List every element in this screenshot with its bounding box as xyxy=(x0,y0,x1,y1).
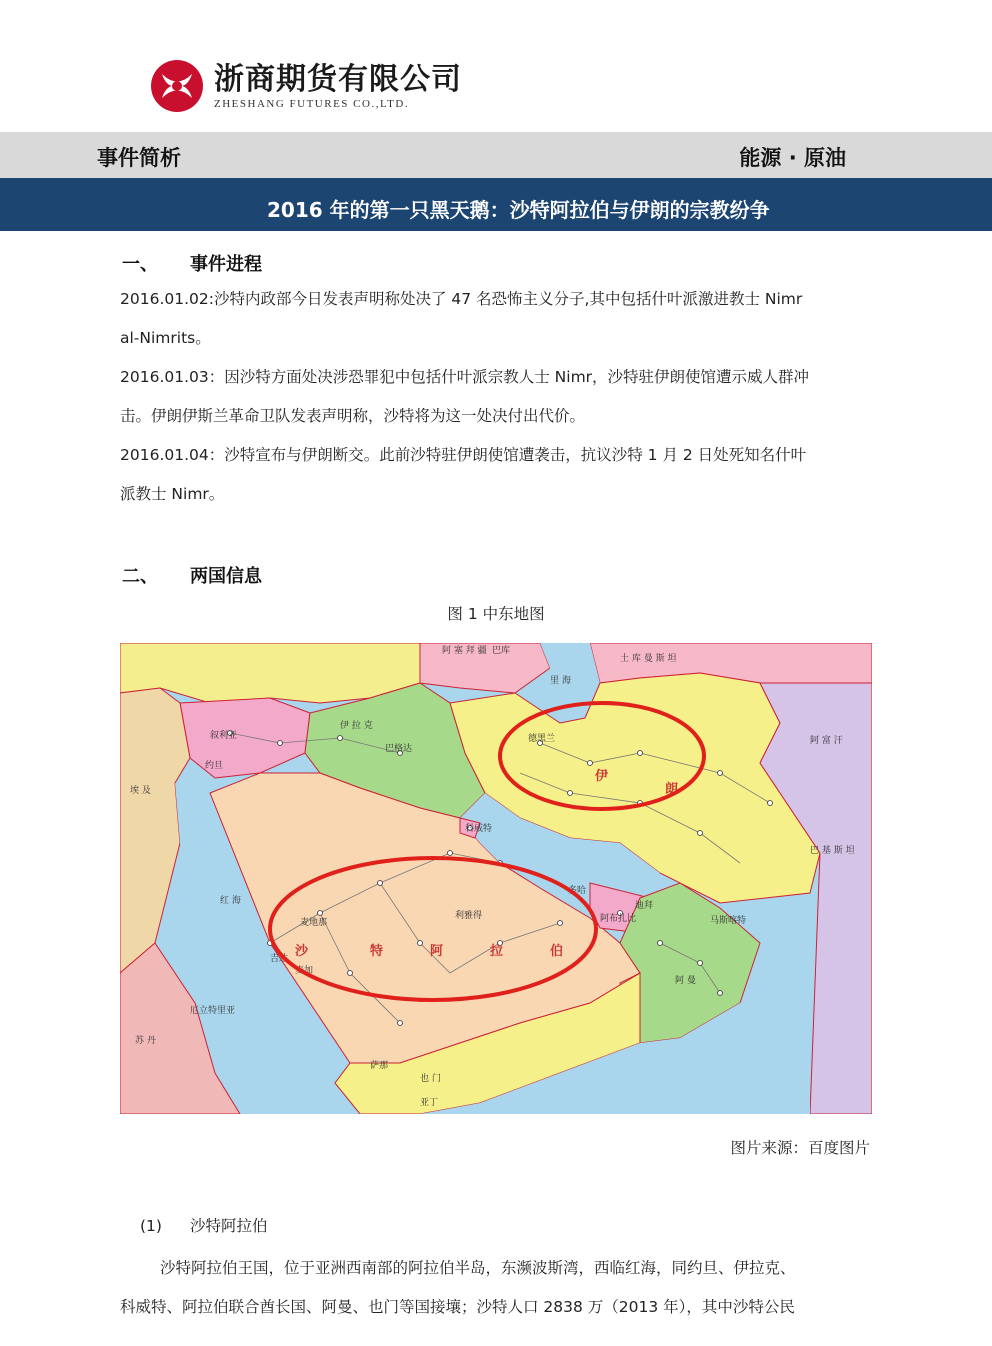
map-label-pakistan: 巴 基 斯 坦 xyxy=(810,846,855,856)
event-timeline xyxy=(120,280,872,514)
map-label-saudi-5: 伯 xyxy=(550,944,564,959)
paragraph-line: 2016.01.03：因沙特方面处决涉恐罪犯中包括什叶派宗教人士 Nimr，沙特驻伊朗使馆遭示威人群冲 xyxy=(120,368,810,386)
map-label-egypt: 埃 及 xyxy=(130,786,151,796)
subsection-title: 沙特阿拉伯 xyxy=(190,1217,268,1235)
map-label-kuwait: 科威特 xyxy=(465,824,493,834)
paragraph-line: 击。伊朗伊斯兰革命卫队发表声明称，沙特将为这一处决付出代价。 xyxy=(120,407,586,425)
title-bar xyxy=(0,178,992,231)
map-label-iran-1: 伊 xyxy=(595,769,609,784)
report-type: 事件简析 xyxy=(97,146,181,170)
map-label-red-sea: 红 海 xyxy=(220,896,241,906)
company-name-en: ZHESHANG FUTURES CO.,LTD. xyxy=(214,97,410,110)
map-label-muscat: 马斯喀特 xyxy=(710,916,747,926)
zheshang-logo-icon xyxy=(150,59,204,113)
figure-source: 图片来源：百度图片 xyxy=(730,1139,870,1157)
figure-caption: 图 1 中东地图 xyxy=(447,605,545,623)
section-heading-1 xyxy=(122,250,262,276)
map-label-yemen: 也 门 xyxy=(420,1074,441,1084)
section-title: 两国信息 xyxy=(190,566,262,587)
map-label-saudi-2: 特 xyxy=(370,944,384,959)
map-label-turkmenistan: 土 库 曼 斯 坦 xyxy=(620,654,677,664)
section-title: 事件进程 xyxy=(190,254,262,275)
map-label-aden: 亚丁 xyxy=(420,1098,439,1108)
report-title: 2016 年的第一只黑天鹅：沙特阿拉伯与伊朗的宗教纷争 xyxy=(267,198,770,222)
map-label-afghanistan: 阿 富 汗 xyxy=(810,736,843,746)
map-label-baghdad: 巴格达 xyxy=(385,744,413,754)
paragraph-line: 派教士 Nimr。 xyxy=(120,485,225,503)
map-label-caspian: 里 海 xyxy=(550,676,571,686)
company-name-cn: 浙商期货有限公司 xyxy=(214,61,462,97)
map-label-eritrea: 厄立特里亚 xyxy=(190,1006,236,1016)
subsection-number: (1) xyxy=(140,1217,162,1235)
map-label-tehran: 德黑兰 xyxy=(528,734,556,744)
map-label-saudi-1: 沙 xyxy=(295,944,309,959)
section-heading-2 xyxy=(122,562,262,588)
paragraph-line: 沙特阿拉伯王国，位于亚洲西南部的阿拉伯半岛，东濒波斯湾，西临红海，同约旦、伊拉克、 xyxy=(160,1259,796,1277)
section-number: 二、 xyxy=(122,566,158,587)
map-label-sanaa: 萨那 xyxy=(370,1061,389,1071)
map-label-jordan: 约旦 xyxy=(205,761,224,771)
map-label-iraq: 伊 拉 克 xyxy=(340,721,373,731)
saudi-description xyxy=(120,1249,872,1327)
map-label-azerbaijan: 阿 塞 拜 疆 xyxy=(442,646,487,656)
paragraph-line: 科威特、阿拉伯联合酋长国、阿曼、也门等国接壤；沙特人口 2838 万（2013 年），其中沙特公民 xyxy=(120,1298,795,1316)
paragraph-line: al-Nimrits。 xyxy=(120,329,211,347)
map-label-sudan: 苏 丹 xyxy=(135,1036,156,1046)
map-label-riyadh: 利雅得 xyxy=(455,911,483,921)
map-label-saudi-4: 拉 xyxy=(490,944,504,959)
map-svg xyxy=(120,643,872,1114)
category-band xyxy=(0,132,992,178)
map-label-abu-dhabi: 阿布扎比 xyxy=(600,914,637,924)
map-label-medina: 麦地那 xyxy=(300,918,328,928)
map-label-mecca: 麦加 xyxy=(295,966,314,976)
map-label-syria: 叙利亚 xyxy=(210,731,238,741)
map-label-dubai: 迪拜 xyxy=(635,901,654,911)
map-label-saudi-3: 阿 xyxy=(430,944,444,959)
paragraph-line: 2016.01.02:沙特内政部今日发表声明称处决了 47 名恐怖主义分子,其中包括什叶派激进教士 Nimr xyxy=(120,290,803,308)
middle-east-map xyxy=(120,643,872,1114)
map-label-doha: 多哈 xyxy=(568,886,587,896)
map-label-iran-2: 朗 xyxy=(665,782,679,797)
section-number: 一、 xyxy=(122,254,158,275)
map-label-oman: 阿 曼 xyxy=(675,976,696,986)
map-label-baku: 巴库 xyxy=(492,646,511,656)
map-label-jeddah: 吉达 xyxy=(270,954,289,964)
paragraph-line: 2016.01.04：沙特宣布与伊朗断交。此前沙特驻伊朗使馆遭袭击，抗议沙特 1 月 2 日处死知名什叶 xyxy=(120,446,807,464)
report-sector: 能源 · 原油 xyxy=(739,146,846,170)
company-logo xyxy=(150,58,462,114)
subsection-heading xyxy=(140,1214,268,1236)
